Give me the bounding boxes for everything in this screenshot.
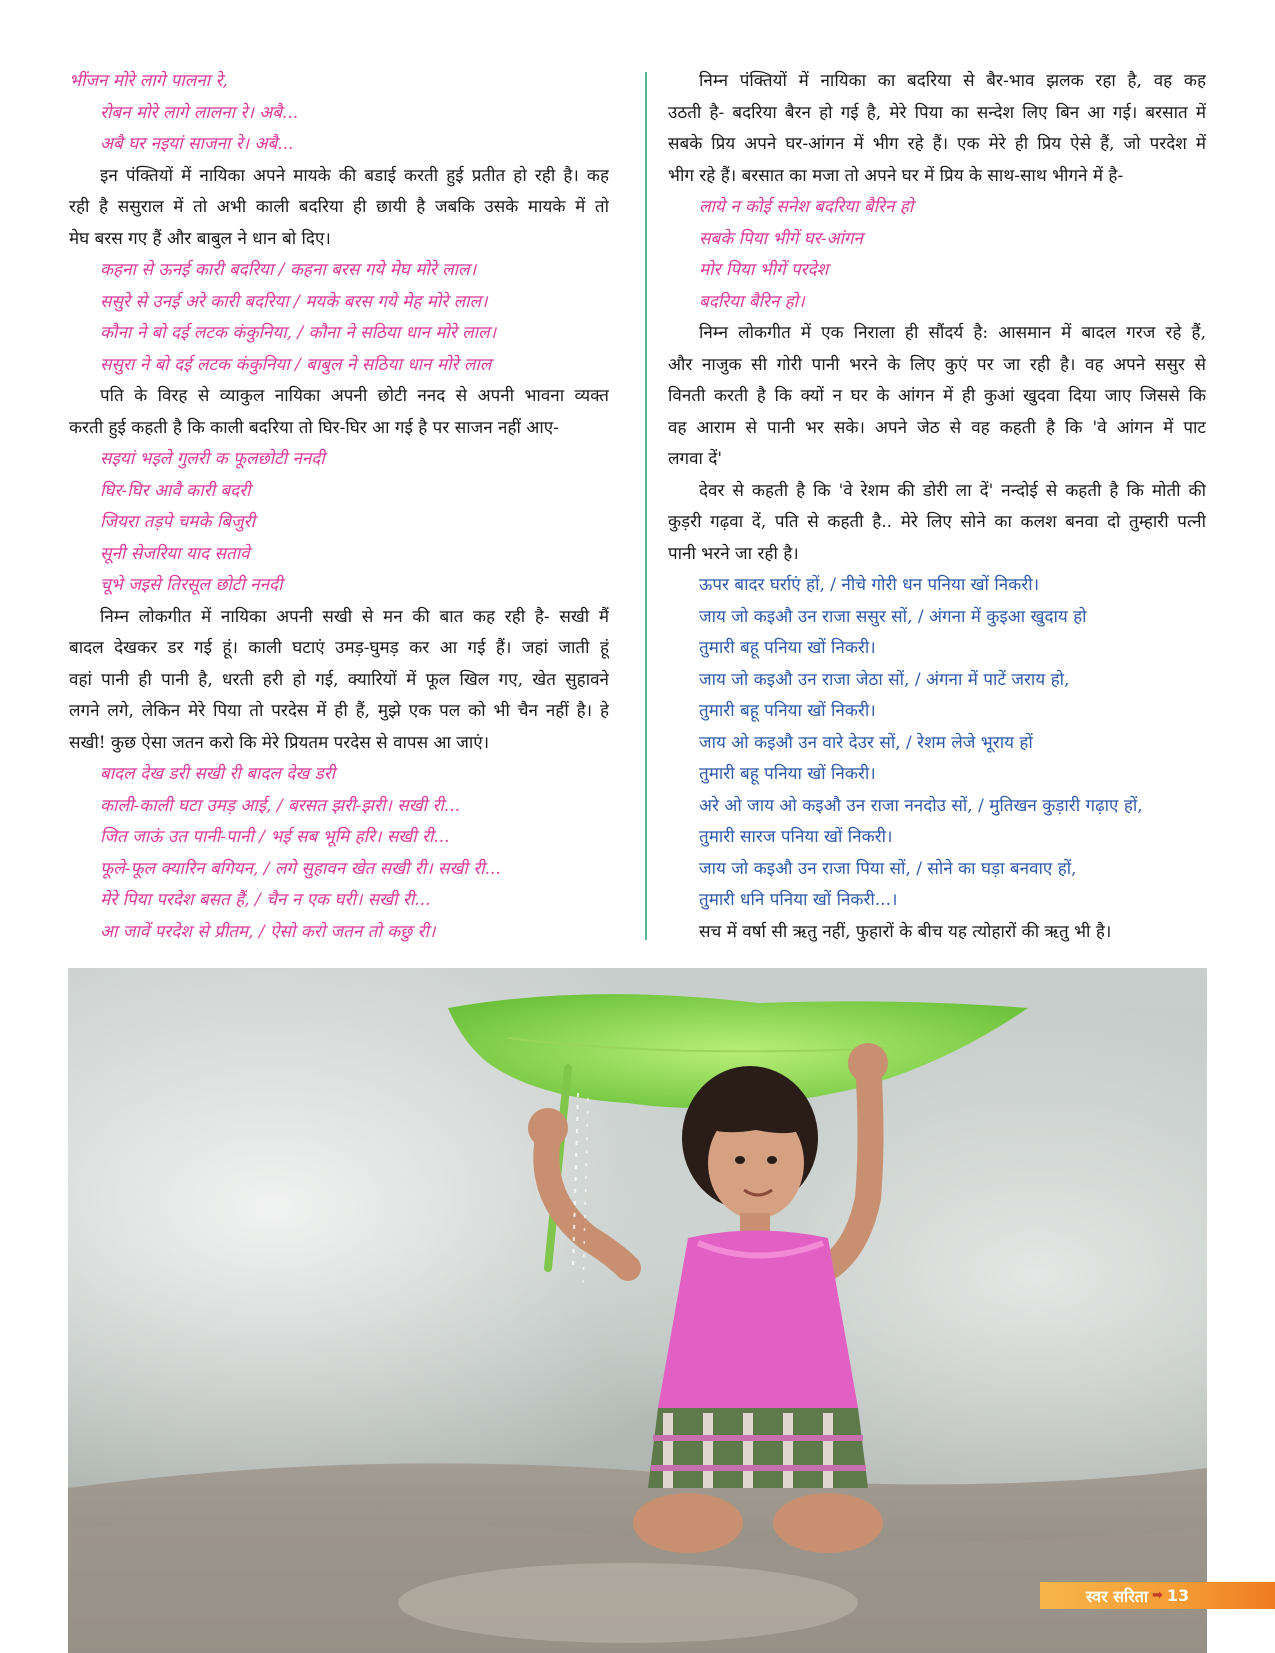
verse-line: ससुरे से उनई अरे कारी बदरिया / मयके बरस गये मेह मोरे लाल। (100, 291, 488, 312)
verse-line: तुमारी बहू पनिया खों निकरी। (699, 701, 876, 721)
right-column (668, 66, 1206, 948)
prose-line: सबके प्रिय अपने घर-आंगन में भीग रहे हैं। एक मेरे ही प्रिय ऐसे हैं, जो परदेश में (668, 134, 1206, 154)
prose-line: इन पंक्तियों में नायिका अपने मायके की बडाई करती हुई प्रतीत हो रही है। कह (100, 165, 609, 186)
verse-line: जाय जो कइऔ उन राजा जेठा सों, / अंगना में पाटें जराय हो, (699, 669, 1070, 690)
footer-page-tag (1040, 1582, 1275, 1609)
prose-line: देवर से कहती है कि 'वे रेशम की डोरी ला दें' नन्दोई से कहती है कि मोती की (699, 480, 1206, 501)
verse-line: तुमारी सारज पनिया खों निकरी। (699, 827, 893, 847)
verse-line: आ जावें परदेश से प्रीतम, / ऐसो करो जतन तो कछु री। (100, 921, 436, 942)
verse-line: ऊपर बादर घर्राएं हों, / नीचे गोरी धन पनिया खों निकरी। (699, 575, 1040, 595)
prose-line: पति के विरह से व्याकुल नायिका अपनी छोटी ननद से अपनी भावना व्यक्त (100, 386, 609, 406)
prose-line: वहां पानी ही पानी है, धरती हरी हो गई, क्यारियों में फूल खिल गए, खेत सुहावने (69, 669, 609, 690)
verse-line: अबै घर नइयां साजना रे। अबै... (100, 134, 294, 154)
verse-line: बदरिया बैरिन हो। (699, 291, 805, 312)
verse-line: बादल देख डरी सखी री बादल देख डरी (100, 764, 336, 784)
verse-line: मेरे पिया परदेश बसत हैं, / चैन न एक घरी। सखी री... (100, 890, 431, 910)
verse-line: भींजन मोरे लागे पालना रे, (69, 71, 228, 91)
prose-line: रही है ससुराल में तो अभी काली बदरिया ही छायी है जबकि उसके मायके में तो (69, 197, 609, 217)
photo-girl-with-leaf-umbrella (68, 968, 1207, 1653)
prose-line: निम्न पंक्तियों में नायिका का बदरिया से बैर-भाव झलक रहा है, वह कह (699, 71, 1206, 91)
column-divider (645, 72, 647, 940)
prose-line: भीग रहे हैं। बरसात का मजा तो अपने घर में प्रिय के साथ-साथ भीगने में है- (668, 165, 1124, 186)
prose-line: लगवा दें' (668, 449, 723, 469)
verse-line: तुमारी बहू पनिया खों निकरी। (699, 764, 876, 784)
page-number: 13 (1166, 1586, 1190, 1605)
prose-line: और नाजुक सी गोरी पानी भरने के लिए कुएं पर जा रही है। वह अपने ससुर से (668, 354, 1206, 375)
verse-line: जाय जो कइऔ उन राजा पिया सों, / सोने का घड़ा बनवाए हों, (699, 858, 1077, 879)
prose-line: पानी भरने जा रही है। (668, 543, 799, 564)
verse-line: घिर-घिर आवै कारी बदरी (100, 480, 251, 501)
left-column (69, 66, 609, 948)
verse-line: कौना ने बो दई लटक कंकुनिया, / कौना ने सठिया धान मोरे लाल। (100, 323, 497, 343)
verse-line: चूभे जइसे तिरसूल छोटी ननदी (100, 575, 283, 595)
verse-line: सबके पिया भीगें घर-आंगन (699, 228, 863, 249)
verse-line: काली-काली घटा उमड़ आई, / बरसत झरी-झरी। सखी री... (100, 795, 461, 816)
prose-line: निम्न लोकगीत में नायिका अपनी सखी से मन की बात कह रही है- सखी मैं (100, 606, 609, 627)
verse-line: जित जाऊं उत पानी-पानी / भई सब भूमि हरि। सखी री... (100, 827, 450, 847)
prose-line: निम्न लोकगीत में एक निराला ही सौंदर्य है: आसमान में बादल गरज रहे हैं, (699, 323, 1206, 343)
verse-line: अरे ओ जाय ओ कइऔ उन राजा ननदोउ सों, / मुतिखन कुड़ारी गढ़ाए हों, (699, 795, 1143, 816)
verse-line: फूले-फूल क्यारिन बगियन, / लगे सुहावन खेत सखी री। सखी री... (100, 858, 501, 879)
prose-line: मेघ बरस गए हैं और बाबुल ने धान बो दिए। (69, 228, 331, 249)
verse-line: जाय जो कइऔ उन राजा ससुर सों, / अंगना में कुइआ खुदाय हो (699, 606, 1087, 627)
verse-line: सइयां भइले गुलरी क फूलछोटी ननदी (100, 449, 325, 469)
prose-line: वह आराम से पानी भर सके। अपने जेठ से वह कहती है कि 'वे आंगन में पाट (668, 417, 1206, 438)
verse-line: ससुरा ने बो दई लटक कंकुनिया / बाबुल ने सठिया धान मोरे लाल (100, 354, 492, 375)
prose-line: करती हुई कहती है कि काली बदरिया तो घिर-घिर आ गई है पर साजन नहीं आए- (69, 417, 559, 438)
prose-line: बादल देखकर डर गई हूं। काली घटाएं उमड़-घुमड़ कर आ गई हैं। जहां जाती हूं (69, 638, 609, 658)
arrow-right-icon: ➡ (1152, 1588, 1163, 1603)
prose-line: लगने लगे, लेकिन मेरे पिया तो परदेस में ही हैं, मुझे एक पल को भी चैन नहीं है। हे (69, 701, 609, 721)
verse-line: कहना से ऊनई कारी बदरिया / कहना बरस गये मेघ मोरे लाल। (100, 260, 477, 280)
verse-line: लाये न कोई सनेश बदरिया बैरिन हो (699, 197, 914, 217)
prose-line: सखी! कुछ ऐसा जतन करो कि मेरे प्रियतम परदेस से वापस आ जाएं। (69, 732, 490, 753)
verse-line: तुमारी बहू पनिया खों निकरी। (699, 638, 876, 658)
prose-line: उठती है- बदरिया बैरन हो गई है, मेरे पिया का सन्देश लिए बिन आ गई। बरसात में (668, 102, 1206, 123)
prose-line: कुड़री गढ़वा दें, पति से कहती है.. मेरे लिए सोने का कलश बनवा दो तुम्हारी पत्नी (668, 512, 1206, 532)
verse-line: तुमारी धनि पनिया खों निकरी...। (699, 890, 898, 910)
verse-line: मोर पिया भीगें परदेश (699, 260, 829, 280)
photo-illustration (68, 968, 1207, 1653)
verse-line: सूनी सेजरिया याद सतावे (100, 543, 250, 564)
verse-line: रोबन मोरे लागे लालना रे। अबै... (100, 102, 299, 123)
verse-line: जियरा तड़पे चमके बिजुरी (100, 512, 255, 532)
prose-line: विनती करती है कि क्यों न घर के आंगन में ही कुआं खुदवा दिया जाए जिससे कि (668, 386, 1206, 406)
prose-line: सच में वर्षा सी ऋतु नहीं, फुहारों के बीच यह त्योहारों की ऋतु भी है। (699, 921, 1112, 942)
verse-line: जाय ओ कइऔ उन वारे देउर सों, / रेशम लेजे भूराय हों (699, 732, 1033, 753)
magazine-name: स्वर सरिता (1086, 1586, 1149, 1606)
